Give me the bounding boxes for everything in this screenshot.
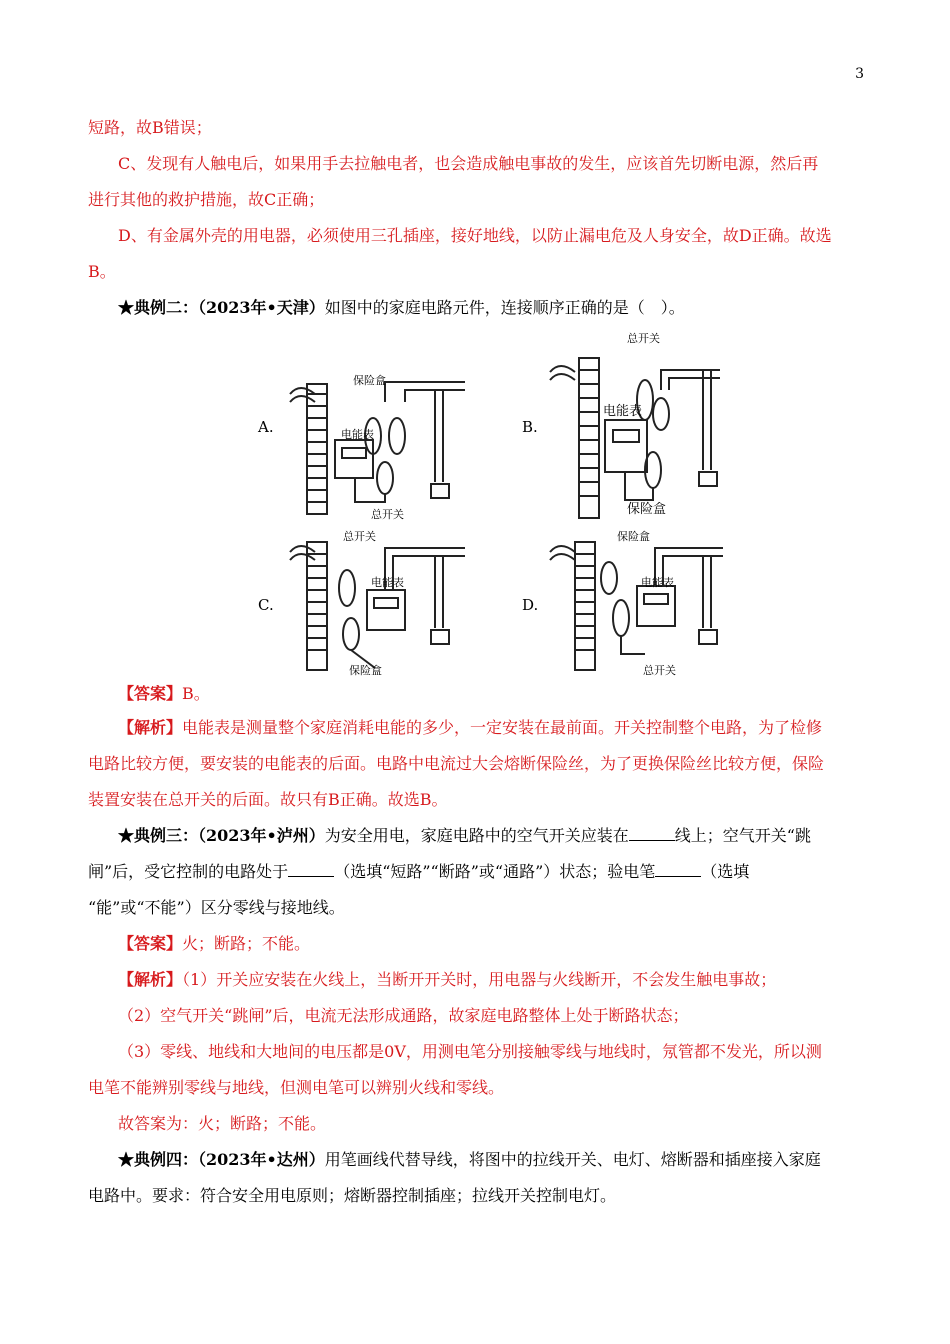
question-text: 为安全用电，家庭电路中的空气开关应装在: [324, 826, 629, 845]
text-line: 电路中。要求：符合安全用电原则；熔断器控制插座；拉线开关控制电灯。: [88, 1186, 617, 1205]
main-switch-label: 总开关: [627, 332, 660, 345]
page-number: 3: [855, 66, 864, 82]
answer-text: 火；断路；不能。: [182, 934, 311, 953]
answer-blank[interactable]: [288, 862, 334, 877]
circuit-diagram-b: [545, 330, 725, 520]
circuit-diagram-a: [285, 372, 465, 522]
answer-blank[interactable]: [629, 826, 675, 841]
example2-tag: ★典例二：（2023年•天津）: [118, 298, 325, 317]
fuse-box-label: 保险盒: [353, 374, 386, 387]
option-b-label: B.: [522, 418, 538, 436]
option-d-label: D.: [522, 596, 539, 614]
question-text: （选填: [701, 862, 750, 881]
example3-answer: [118, 934, 864, 954]
example2-question: [118, 298, 864, 318]
text-line: D、有金属外壳的用电器，必须使用三孔插座，接好地线，以防止漏电危及人身安全，故D正确。故选: [118, 226, 832, 245]
example2-answer: [118, 684, 864, 704]
main-switch-label: 总开关: [371, 508, 404, 521]
example3-question-line1: [118, 826, 864, 846]
question-text: （选填“短路”“断路”或“通路”）状态；验电笔: [334, 862, 656, 881]
text-line: “能”或“不能”）区分零线与接地线。: [88, 898, 345, 917]
option-a-label: A.: [258, 418, 274, 436]
figure-option-d: [545, 528, 725, 678]
text-line: 进行其他的救护措施，故C正确；: [88, 190, 325, 209]
figure-option-c: [285, 528, 465, 678]
fuse-box-label: 保险盒: [627, 502, 667, 517]
text-line: 装置安装在总开关的后面。故只有B正确。故选B。: [88, 790, 448, 809]
figure-option-a: [285, 372, 465, 522]
example4-tag: ★典例四：（2023年•达州）: [118, 1150, 325, 1169]
text-line: 短路，故B错误；: [88, 118, 212, 137]
example3-tag: ★典例三：（2023年•泸州）: [118, 826, 325, 845]
example2-question-text: 如图中的家庭电路元件，连接顺序正确的是（ ）。: [324, 298, 685, 317]
text-line: （3）零线、地线和大地间的电压都是0V，用测电笔分别接触零线与地线时，氖管都不发光，所以测: [118, 1042, 822, 1061]
text-line: C、发现有人触电后，如果用手去拉触电者，也会造成触电事故的发生，应该首先切断电源，然后再: [118, 154, 819, 173]
fuse-box-label: 保险盒: [617, 530, 650, 543]
analysis-tag: 【解析】: [118, 718, 183, 737]
text-line: 故答案为：火；断路；不能。: [118, 1114, 327, 1133]
text-line: 电笔不能辨别零线与地线，但测电笔可以辨别火线和零线。: [88, 1078, 505, 1097]
main-switch-label: 总开关: [343, 530, 376, 543]
example3-analysis: [118, 970, 864, 990]
example3-question-line2: [88, 862, 864, 882]
figure-option-b: [545, 330, 725, 520]
meter-label: 电能表: [371, 576, 404, 589]
analysis-text: 电能表是测量整个家庭消耗电能的多少，一定安装在最前面。开关控制整个电路，为了检修: [182, 718, 823, 737]
main-switch-label: 总开关: [643, 664, 676, 677]
text-line: 电路比较方便，要安装的电能表的后面。电路中电流过大会熔断保险丝，为了更换保险丝比较方便，保险: [88, 754, 825, 773]
circuit-diagram-d: [545, 528, 725, 678]
answer-tag: 【答案】: [118, 684, 183, 703]
meter-label: 电能表: [341, 428, 374, 441]
text-line: （2）空气开关“跳闸”后，电流无法形成通路，故家庭电路整体上处于断路状态；: [118, 1006, 689, 1025]
question-text: 用笔画线代替导线，将图中的拉线开关、电灯、熔断器和插座接入家庭: [324, 1150, 821, 1169]
example2-analysis: [118, 718, 864, 738]
meter-label: 电能表: [641, 576, 674, 589]
meter-label: 电能表: [603, 404, 643, 419]
example4-question-line1: [118, 1150, 864, 1170]
circuit-diagram-c: [285, 528, 465, 678]
fuse-box-label: 保险盒: [349, 664, 382, 677]
text-line: B。: [88, 262, 116, 281]
analysis-tag: 【解析】: [118, 970, 183, 989]
answer-text: B。: [182, 684, 210, 703]
question-text: 闸”后，受它控制的电路处于: [88, 862, 289, 881]
answer-tag: 【答案】: [118, 934, 183, 953]
analysis-text: （1）开关应安装在火线上，当断开开关时，用电器与火线断开，不会发生触电事故；: [182, 970, 777, 989]
option-c-label: C.: [258, 596, 274, 614]
answer-blank[interactable]: [655, 862, 701, 877]
question-text: 线上；空气开关“跳: [674, 826, 811, 845]
